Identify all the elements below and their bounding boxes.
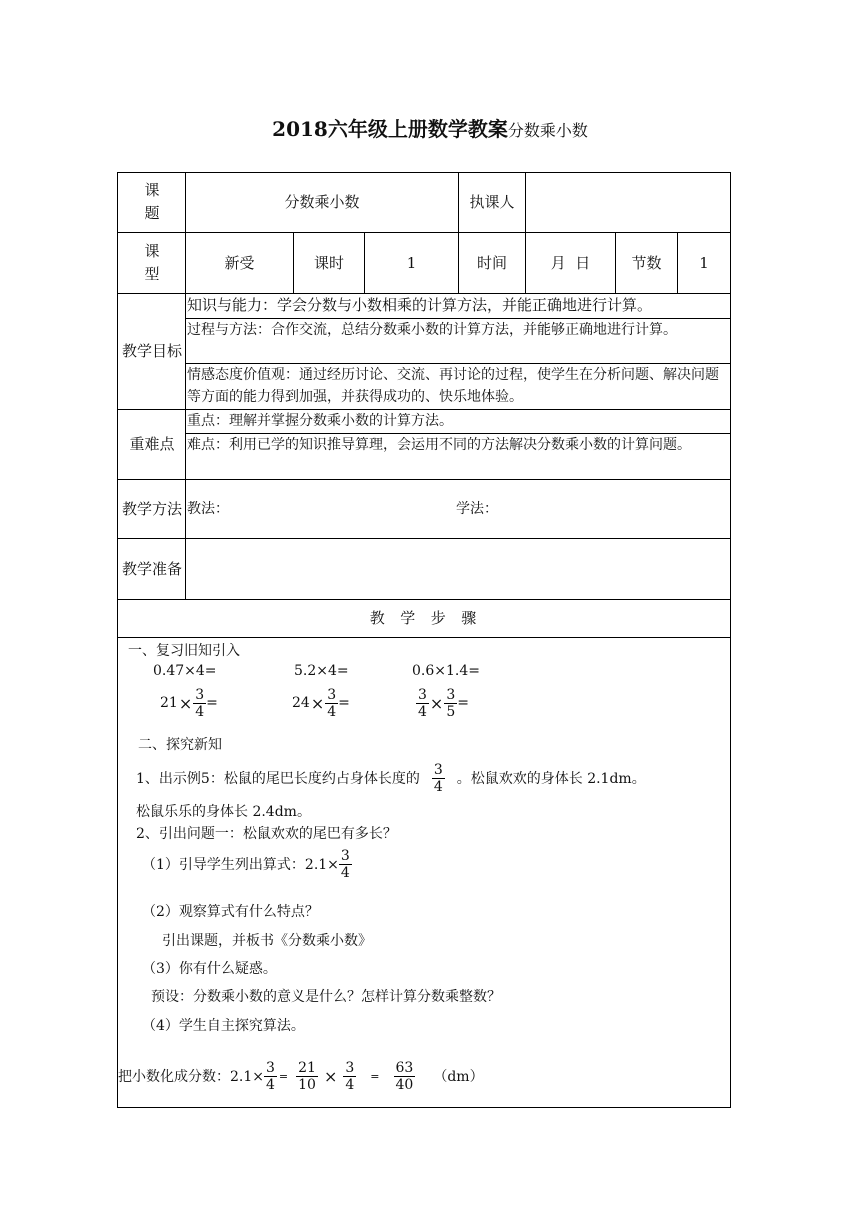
equals-sign: =: [278, 1069, 289, 1083]
steps-header: 教 学 步 骤: [369, 609, 479, 627]
label-executor: 执课人: [469, 192, 515, 211]
step-1: [142, 843, 352, 885]
fraction: [444, 687, 457, 720]
whole: 21: [160, 695, 178, 711]
goal-process: 过程与方法：合作交流，总结分数乘小数的计算方法，并能够正确地进行计算。: [187, 322, 677, 338]
step-2: （2）观察算式有什么特点？: [142, 904, 319, 920]
denominator: 4: [418, 703, 427, 720]
goal-emotion: 情感态度价值观：通过经历讨论、交流、再讨论的过程，使学生在分析问题、解决问题等方面的能力得到加强，并获得成功的、快乐地体验。: [187, 367, 719, 405]
times-sign: ×: [323, 1066, 338, 1086]
exercise-2: 5.2×4=: [294, 663, 349, 679]
question-1: 2、引出问题一：松鼠欢欢的尾巴有多长？: [136, 826, 397, 842]
document-title: [0, 113, 860, 142]
example-line: [136, 758, 646, 798]
fraction: [193, 687, 206, 720]
denominator: 4: [266, 1076, 275, 1093]
denominator: 4: [340, 864, 350, 881]
review-title: 一、复习旧知引入: [128, 643, 240, 659]
denominator: 4: [195, 703, 205, 720]
denominator: 40: [395, 1076, 414, 1093]
label-section: 节数: [631, 253, 662, 272]
label-prep: 教学准备: [122, 559, 183, 578]
explore-title: 二、探究新知: [138, 737, 222, 753]
numerator: 3: [345, 1059, 355, 1076]
times-sign: ×: [429, 693, 444, 713]
fraction: [339, 848, 352, 881]
time-value: 月 日: [550, 253, 591, 272]
title-sub: 分数乘小数: [507, 121, 588, 140]
fraction: [296, 1060, 318, 1093]
step-4: （4）学生自主探究算法。: [142, 1018, 305, 1034]
denominator: 5: [446, 703, 456, 720]
frac-exercise-3: [416, 683, 469, 723]
step-3: （3）你有什么疑惑。: [142, 961, 277, 977]
numerator: 3: [327, 686, 337, 703]
example-line-2: 松鼠乐乐的身体长 2.4dm。: [136, 804, 311, 820]
equals-sign: =: [370, 1069, 380, 1083]
type-value: 新受: [224, 253, 255, 272]
numerator: 3: [195, 686, 205, 703]
example-text-tail: 。松鼠欢欢的身体长 2.1dm。: [456, 771, 646, 787]
section-value: 1: [699, 253, 709, 272]
exercise-3: 0.6×1.4=: [412, 663, 480, 679]
convert-text: 把小数化成分数：2.1×: [118, 1069, 264, 1085]
step-1-text: （1）引导学生列出算式：2.1×: [142, 857, 339, 873]
teach-method: 教法：: [187, 501, 229, 517]
numerator: 3: [446, 686, 456, 703]
denominator: 4: [433, 778, 443, 795]
unit-label: （dm）: [433, 1069, 484, 1085]
fraction: [432, 762, 445, 795]
label-type: 课型: [144, 242, 160, 283]
numerator: 21: [298, 1059, 316, 1076]
fraction: [325, 687, 338, 720]
label-goals: 教学目标: [122, 342, 183, 360]
fraction: [394, 1060, 416, 1093]
difficult-point: 难点：利用已学的知识推导算理，会运用不同的方法解决分数乘小数的计算问题。: [187, 437, 691, 453]
denominator: 10: [298, 1076, 316, 1093]
numerator: 63: [395, 1059, 414, 1076]
denominator: 4: [327, 703, 337, 720]
learn-method: 学法：: [456, 501, 498, 517]
label-period: 课时: [313, 253, 344, 272]
times-sign: ×: [310, 693, 325, 713]
example-text: 1、出示例5：松鼠的尾巴长度约占身体长度的: [136, 771, 420, 787]
topic-value: 分数乘小数: [284, 192, 360, 211]
key-point: 重点：理解并掌握分数乘小数的计算方法。: [187, 413, 453, 429]
denominator: 4: [345, 1076, 355, 1093]
numerator: 3: [418, 686, 427, 703]
preset: 预设：分数乘小数的意义是什么？怎样计算分数乘整数？: [151, 989, 501, 1005]
period-value: 1: [406, 253, 417, 272]
fraction: [264, 1060, 277, 1093]
executor-value: [526, 172, 730, 232]
step-2-sub: 引出课题，并板书《分数乘小数》: [162, 933, 372, 949]
numerator: 3: [266, 1059, 275, 1076]
label-keypoints: 重难点: [129, 435, 175, 453]
convert-line: [118, 1055, 484, 1097]
equals-sign: =: [457, 695, 469, 711]
equals-sign: =: [338, 695, 350, 711]
fraction: [416, 687, 429, 720]
label-time: 时间: [476, 253, 507, 272]
label-topic: 课题: [144, 181, 160, 222]
label-methods: 教学方法: [122, 499, 183, 518]
goal-knowledge: 知识与能力：学会分数与小数相乘的计算方法，并能正确地进行计算。: [187, 296, 653, 314]
whole: 24: [292, 695, 310, 711]
numerator: 3: [433, 761, 443, 778]
exercise-1: 0.47×4=: [153, 663, 217, 679]
frac-exercise-1: [160, 683, 218, 723]
equals-sign: =: [206, 695, 218, 711]
title-main: 2018六年级上册数学教案: [272, 117, 508, 141]
times-sign: ×: [178, 693, 193, 713]
frac-exercise-2: [292, 683, 350, 723]
fraction: [343, 1060, 356, 1093]
numerator: 3: [340, 847, 350, 864]
